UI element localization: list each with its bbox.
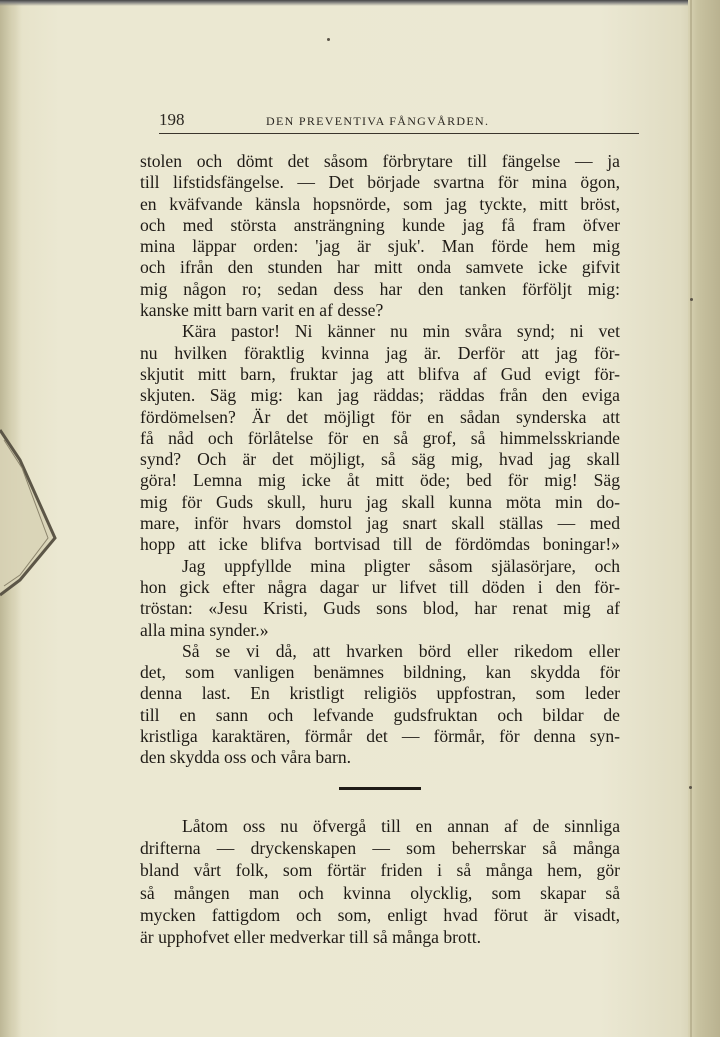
text-line: till en sann och lefvande gudsfruktan och bildar de	[140, 704, 620, 725]
running-title: DEN PREVENTIVA FÅNGVÅRDEN.	[266, 114, 490, 128]
text-line: och med största ansträngning kunde jag få fram öfver	[140, 214, 620, 235]
page-right-edge	[688, 0, 720, 1037]
text-line: Låtom oss nu öfvergå till en annan af de sinnliga	[182, 816, 620, 836]
text-line: göra! Lemna mig icke åt mitt öde; bed för mig! Säg	[140, 470, 620, 491]
page-top-edge	[0, 0, 720, 6]
text-line: drifterna — dryckenskapen — som beherrskar så många	[140, 838, 620, 859]
text-line: få nåd och förlåtelse för en så grof, så himmelsskriande	[140, 427, 620, 448]
section-divider	[339, 787, 421, 790]
text-line: denna last. En kristligt religiös uppfostran, som leder	[140, 683, 620, 704]
text-line: så mången man och kvinna olycklig, som skapar så	[140, 882, 620, 903]
text-line: tröstan: «Jesu Kristi, Guds sons blod, har renat mig af	[140, 598, 620, 619]
paper-speck	[327, 38, 330, 41]
text-line: hopp att icke blifva bortvisad till de fördömdas boningar!»	[140, 534, 620, 555]
text-line: alla mina synder.»	[140, 619, 269, 640]
text-line: är upphofvet eller medverkar till så många brott.	[140, 926, 481, 947]
text-line: fördömelsen? Är det möjligt för en sådan synderska att	[140, 406, 620, 427]
text-line: mig någon ro; sedan dess har den tanken förföljt mig:	[140, 278, 620, 299]
body-text	[140, 151, 620, 769]
text-line: kanske mitt barn varit en af desse?	[140, 300, 384, 321]
page-edge-line	[690, 0, 692, 1037]
text-line: skjutit mitt barn, fruktar jag att blifva af Gud evigt för-	[140, 363, 620, 384]
text-line: hon gick efter några dagar ur lifvet till döden i den för-	[140, 576, 620, 597]
paper-speck	[690, 298, 693, 301]
text-line: den skydda oss och våra barn.	[140, 747, 352, 768]
text-line: skjuten. Säg mig: kan jag räddas; räddas från den eviga	[140, 385, 620, 406]
text-line: nu hvilken föraktlig kvinna jag är. Derför att jag för-	[140, 342, 620, 363]
text-line: Så se vi då, att hvarken börd eller rikedom eller	[182, 640, 620, 661]
text-line: mycken fattigdom och som, enligt hvad förut är visadt,	[140, 904, 620, 925]
bookmark-ribbon	[0, 420, 60, 610]
text-line: bland vårt folk, som förtär friden i så många hem, gör	[140, 860, 620, 881]
text-line: till lifstidsfängelse. — Det började svartna för mina ögon,	[140, 172, 620, 193]
text-line: mig för Guds skull, huru jag skall kunna möta min do-	[140, 491, 620, 512]
text-line: mina läppar orden: 'jag är sjuk'. Man förde hem mig	[140, 236, 620, 257]
header-rule	[159, 133, 639, 134]
text-line: Jag uppfyllde mina pligter såsom själasörjare, och	[182, 555, 620, 576]
text-line: och ifrån den stunden har mitt onda samvete icke gifvit	[140, 257, 620, 278]
text-line: Kära pastor! Ni känner nu min svåra synd; ni vet	[182, 321, 620, 342]
page-number: 198	[159, 110, 185, 129]
text-line: en kväfvande känsla hopsnörde, som jag tyckte, mitt bröst,	[140, 193, 620, 214]
section-text	[140, 815, 620, 948]
text-line: synd? Och är det möjligt, så säg mig, hvad jag skall	[140, 449, 620, 470]
text-line: det, som vanligen benämnes bildning, kan skydda för	[140, 662, 620, 683]
text-line: mare, inför hvars domstol jag snart skall ställas — med	[140, 513, 620, 534]
text-line: kristliga karaktären, förmår det — förmår, för denna syn-	[140, 726, 620, 747]
paper-speck	[689, 786, 692, 789]
text-line: stolen och dömt det såsom förbrytare till fängelse — ja	[140, 151, 620, 171]
